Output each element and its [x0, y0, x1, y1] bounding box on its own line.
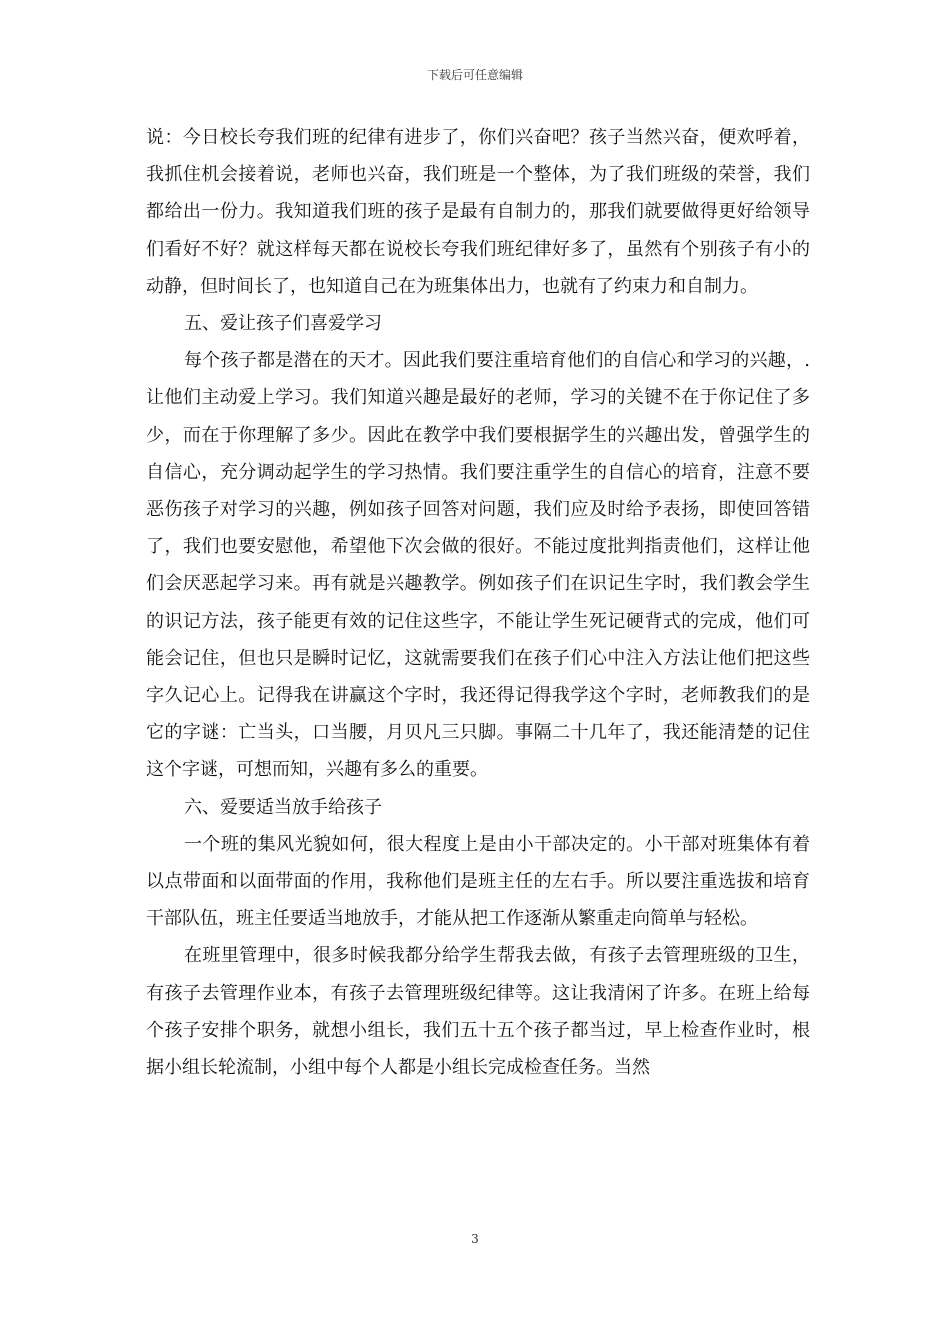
paragraph-class-cadres: 一个班的集风光貌如何，很大程度上是由小干部决定的。小干部对班集体有着以点带面和以面带面的作用，我称他们是班主任的左右手。所以要注重选拔和培育干部队伍，班主任要适当地放手，才能从把工作逐渐从繁重走向简单与轻松。	[146, 833, 810, 930]
paragraph-learning-interest: 每个孩子都是潜在的天才。因此我们要注重培育他们的自信心和学习的兴趣，.让他们主动爱上学习。我们知道兴趣是最好的老师，学习的关键不在于你记住了多少，而在于你理解了多少。因此在教学中我们要根据学生的兴趣出发，曾强学生的自信心，充分调动起学生的学习热情。我们要注重学生的自信心的培育，注意不要恶伤孩子对学习的兴趣，例如孩子回答对问题，我们应及时给予表扬，即使回答错了，我们也要安慰他，希望他下次会做的很好。不能过度批判指责他们，这样让他们会厌恶起学习来。再有就是兴趣教学。例如孩子们在识记生字时，我们教会学生的识记方法，孩子能更有效的记住这些字，不能让学生死记硬背式的完成，他们可能会记住，但也只是瞬时记忆，这就需要我们在孩子们心中注入方法让他们把这些字久记心上。记得我在讲赢这个字时，我还得记得我学这个字时，老师教我们的是它的字谜：亡当头，口当腰，月贝凡三只脚。事隔二十几年了，我还能清楚的记住这个字谜，可想而知，兴趣有多么的重要。	[146, 350, 810, 781]
paragraph-class-management: 在班里管理中，很多时候我都分给学生帮我去做，有孩子去管理班级的卫生，有孩子去管理作业本，有孩子去管理班级纪律等。这让我清闲了许多。在班上给每个孩子安排个职务，就想小组长，我们五十五个孩子都当过，早上检查作业时，根据小组长轮流制，小组中每个人都是小组长完成检查任务。当然	[146, 945, 810, 1079]
document-body	[146, 119, 810, 1086]
page-header: 下载后可任意编辑	[426, 68, 523, 82]
section-heading-6: 六、爱要适当放手给孩子	[184, 796, 382, 818]
section-heading-5: 五、爱让孩子们喜爱学习	[184, 313, 382, 335]
page-number: 3	[471, 1232, 479, 1246]
paragraph-continued: 说：今日校长夸我们班的纪律有进步了，你们兴奋吧？孩子当然兴奋，便欢呼着，我抓住机会接着说，老师也兴奋，我们班是一个整体，为了我们班级的荣誉，我们都给出一份力。我知道我们班的孩子是最有自制力的，那我们就要做得更好给领导们看好不好？就这样每天都在说校长夸我们班纪律好多了，虽然有个别孩子有小的动静，但时间长了，也知道自己在为班集体出力，也就有了约束力和自制力。	[146, 127, 810, 297]
